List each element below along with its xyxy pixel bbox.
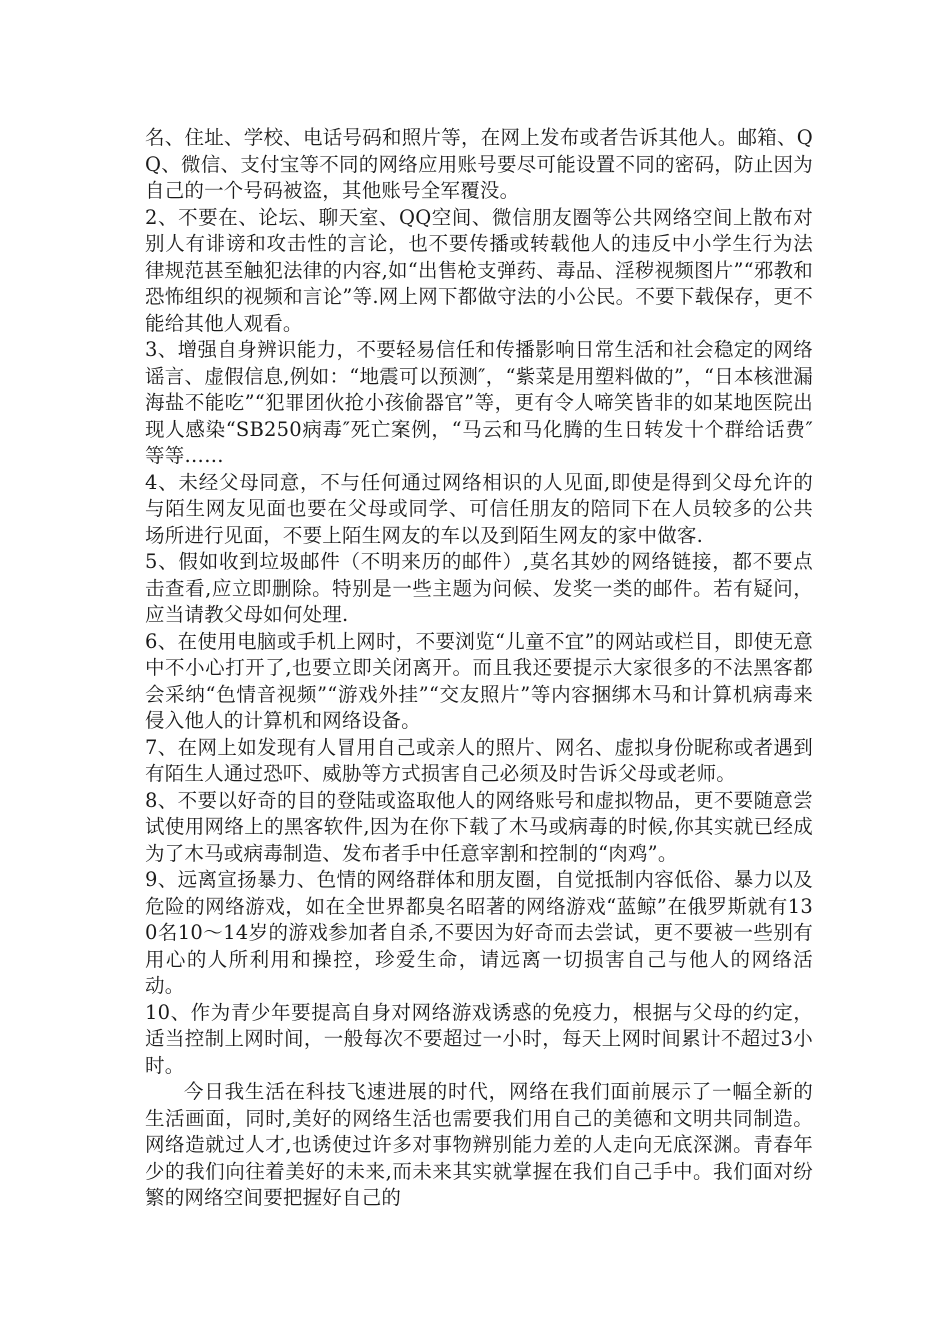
paragraph-item-4: 4、未经父母同意，不与任何通过网络相识的人见面,即使是得到父母允许的与陌生网友见面也要在父母或同学、可信任朋友的陪同下在人员较多的公共场所进行见面，不要上陌生网友的车以及到陌生网友的家中做客. [145,470,813,547]
paragraph-conclusion: 今日我生活在科技飞速进展的时代，网络在我们面前展示了一幅全新的生活画面，同时,美好的网络生活也需要我们用自己的美德和文明共同制造。网络造就过人才,也诱使过许多对事物辨别能力差的人走向无底深渊。青春年少的我们向往着美好的未来,而未来其实就掌握在我们自己手中。我们面对纷繁的网络空间要把握好自己的 [145,1080,813,1209]
document-body [145,125,813,1212]
paragraph-item-9: 9、远离宣扬暴力、色情的网络群体和朋友圈，自觉抵制内容低俗、暴力以及危险的网络游戏，如在全世界都臭名昭著的网络游戏“蓝鲸”在俄罗斯就有130名10～14岁的游戏参加者自杀,不要因为好奇而去尝试，更不要被一些别有用心的人所利用和操控，珍爱生命，请远离一切损害自己与他人的网络活动。 [145,868,813,997]
paragraph-item-3: 3、增强自身辨识能力，不要轻易信任和传播影响日常生活和社会稳定的网络谣言、虚假信息,例如：“地震可以预测″，“紫菜是用塑料做的”，“日本核泄漏海盐不能吃”“犯罪团伙抢小孩偷器官”等，更有令人啼笑皆非的如某地医院出现人感染“SB250病毒″死亡案例，“马云和马化腾的生日转发十个群给话费″等等…… [145,338,813,467]
paragraph-password-tips: 名、住址、学校、电话号码和照片等，在网上发布或者告诉其他人。邮箱、QQ、微信、支付宝等不同的网络应用账号要尽可能设置不同的密码，防止因为自己的一个号码被盗，其他账号全军覆没。 [145,126,813,202]
paragraph-item-8: 8、不要以好奇的目的登陆或盗取他人的网络账号和虚拟物品，更不要随意尝试使用网络上的黑客软件,因为在你下载了木马或病毒的时候,你其实就已经成为了木马或病毒制造、发布者手中任意宰割和控制的“肉鸡”。 [145,788,813,865]
paragraph-item-10: 10、作为青少年要提高自身对网络游戏诱惑的免疫力，根据与父母的约定，适当控制上网时间，一般每次不要超过一小时，每天上网时间累计不超过3小时。 [145,1000,813,1077]
paragraph-item-2: 2、不要在、论坛、聊天室、QQ空间、微信朋友圈等公共网络空间上散布对别人有诽谤和攻击性的言论，也不要传播或转载他人的违反中小学生行为法律规范甚至触犯法律的内容,如“出售枪支弹药、毒品、淫秽视频图片”“邪教和恐怖组织的视频和言论”等.网上网下都做守法的小公民。不要下载保存，更不能给其他人观看。 [145,205,813,335]
paragraph-item-7: 7、在网上如发现有人冒用自己或亲人的照片、网名、虚拟身份昵称或者遇到有陌生人通过恐吓、威胁等方式损害自己必须及时告诉父母或老师。 [145,735,813,785]
paragraph-item-6: 6、在使用电脑或手机上网时，不要浏览“儿童不宜”的网站或栏目，即使无意中不小心打开了,也要立即关闭离开。而且我还要提示大家很多的不法黑客都会采纳“色情音视频”“游戏外挂”“交友照片”等内容捆绑木马和计算机病毒来侵入他人的计算机和网络设备。 [145,629,813,732]
paragraph-item-5: 5、假如收到垃圾邮件（不明来历的邮件）,莫名其妙的网络链接，都不要点击查看,应立即删除。特别是一些主题为问候、发奖一类的邮件。若有疑问，应当请教父母如何处理. [145,550,813,626]
